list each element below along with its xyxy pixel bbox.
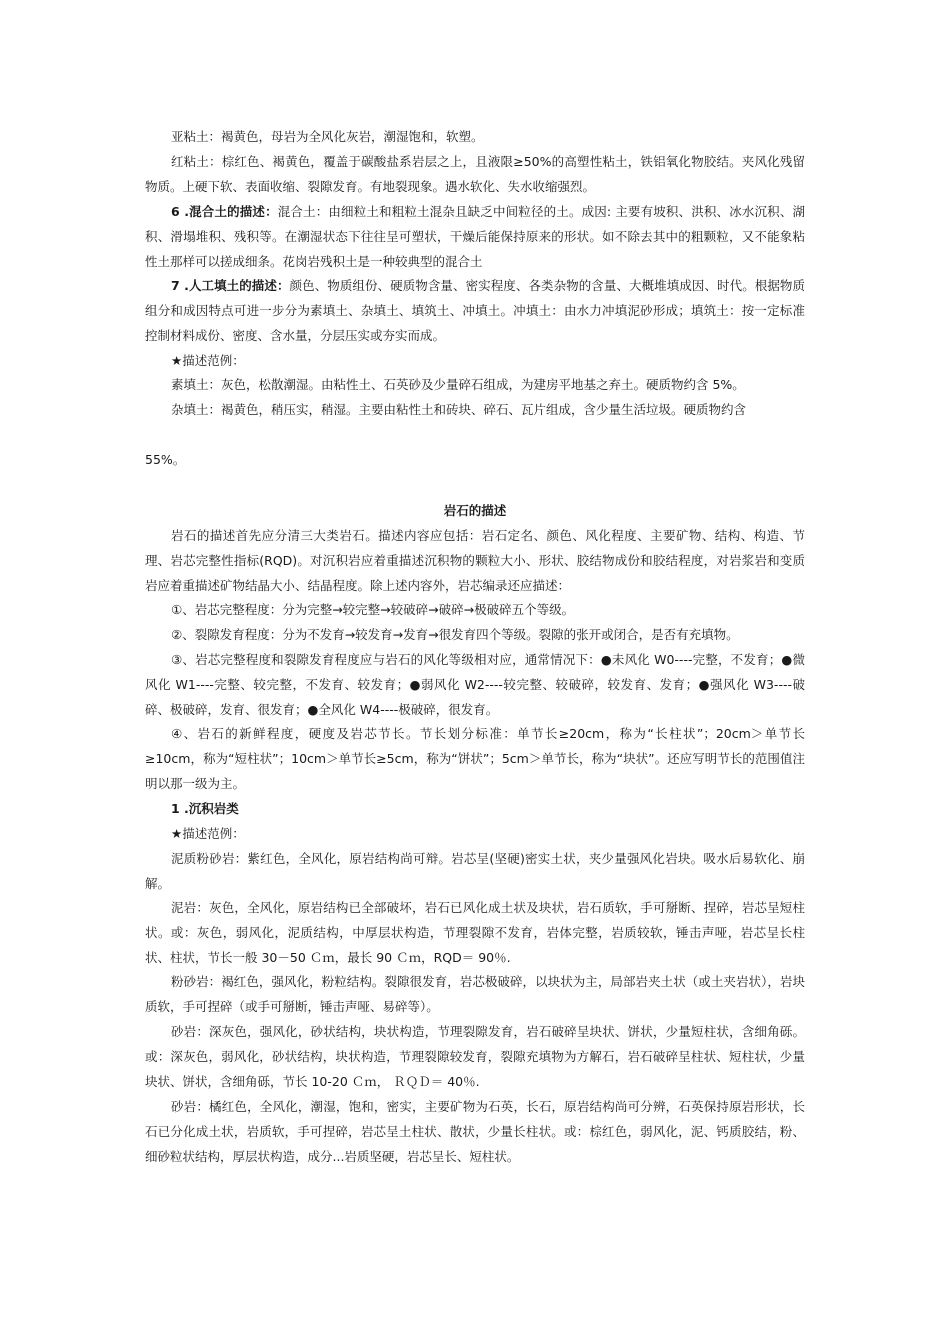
paragraph-core-integrity: ①、岩芯完整程度：分为完整→较完整→较破碎→破碎→极破碎五个等级。: [171, 602, 575, 617]
fill-soil-body: 颜色、物质组份、硬质物含量、密实程度、各类杂物的含量、大概堆填成因、时代。根据物质组分和成因特点可进一步分为素填土、杂填土、填筑土、冲填土。冲填土：由水力冲填泥砂形成；填筑土：按一定标准控制材料成份、密度、含水量，分层压实或夯实而成。: [145, 278, 805, 343]
paragraph-subclay: 亚粘土：褐黄色，母岩为全风化灰岩，潮湿饱和，软塑。: [171, 129, 484, 144]
paragraph-rock-intro: 岩石的描述首先应分清三大类岩石。描述内容应包括：岩石定名、颜色、风化程度、主要矿物、结构、构造、节理、岩芯完整性指标(RQD)。对沉积岩应着重描述沉积物的颗粒大小、形状、胶结物成份和胶结程度，对岩浆岩和变质岩应着重描述矿物结晶大小、结晶程度。除上述内容外，岩芯编录还应描述：: [145, 528, 805, 593]
paragraph-fill-soil: [145, 274, 805, 348]
section-title-rock: 岩石的描述: [443, 503, 507, 518]
section-heading-fill-soil: 7 .人工填土的描述：: [171, 278, 290, 293]
example-label: ★描述范例：: [171, 353, 245, 368]
paragraph-plain-fill: 素填土：灰色，松散潮湿。由粘性土、石英砂及少量碎石组成，为建房平地基之弃土。硬质物约含 5%。: [171, 377, 745, 392]
paragraph-sandstone-2: 砂岩：橘红色，全风化，潮湿，饱和，密实，主要矿物为石英，长石，原岩结构尚可分辨，石英保持原岩形状，长石已分化成土状，岩质软，手可捏碎，岩芯呈土柱状、散状，少量长柱状。或：棕红色，弱风化，泥、钙质胶结，粉、细砂粒状结构，厚层状构造，成分...岩质坚硬，岩芯呈长、短柱状。: [145, 1099, 805, 1164]
paragraph-sandstone-1: 砂岩：深灰色，强风化，砂状结构，块状构造，节理裂隙发育，岩石破碎呈块状、饼状，少量短柱状，含细角砾。或：深灰色，弱风化，砂状结构，块状构造，节理裂隙较发育，裂隙充填物为方解石，岩石破碎呈柱状、短柱状，少量块状、饼状，含细角砾，节长 10-20 Ｃｍ， ＲＱＤ＝ 40％.: [145, 1024, 805, 1089]
paragraph-siltstone: 粉砂岩：褐红色，强风化，粉粒结构。裂隙很发育，岩芯极破碎，以块状为主，局部岩夹土状（或土夹岩状），岩块质软，手可捏碎（或手可掰断，锤击声哑、易碎等）。: [145, 974, 805, 1014]
paragraph-mudstone: 泥岩：灰色，全风化，原岩结构已全部破坏，岩石已风化成土状及块状，岩石质软，手可掰断、捏碎，岩芯呈短柱状。或：灰色，弱风化，泥质结构，中厚层状构造，节理裂隙不发育，岩体完整，岩质较软，锤击声哑，岩芯呈长柱状、柱状，节长一般 30－50 Ｃｍ，最长 90 Ｃｍ，RQD＝ 90％.: [145, 900, 805, 965]
example-label-rock: ★描述范例：: [171, 826, 245, 841]
paragraph-misc-fill: 杂填土：褐黄色，稍压实，稍湿。主要由粘性土和砖块、碎石、瓦片组成，含少量生活垃圾。硬质物约含: [171, 402, 747, 417]
paragraph-muddy-siltstone: 泥质粉砂岩：紫红色，全风化，原岩结构尚可辩。岩芯呈(坚硬)密实土状，夹少量强风化岩块。吸水后易软化、崩解。: [145, 851, 805, 891]
section-heading-mixed-soil: 6 .混合土的描述：: [171, 204, 278, 219]
paragraph-red-clay: 红粘土：棕红色、褐黄色，覆盖于碳酸盐系岩层之上，且液限≥50%的高塑性粘土，铁铝氧化物胶结。夹风化残留物质。上硬下软、表面收缩、裂隙发育。有地裂现象。遇水软化、失水收缩强烈。: [145, 154, 805, 194]
paragraph-fracture-development: ②、裂隙发育程度：分为不发育→较发育→发育→很发育四个等级。裂隙的张开或闭合，是否有充填物。: [171, 627, 739, 642]
paragraph-mixed-soil: [145, 200, 805, 274]
section-heading-sedimentary: 1 .沉积岩类: [171, 801, 239, 816]
paragraph-weathering-grades: ③、岩芯完整程度和裂隙发育程度应与岩石的风化等级相对应，通常情况下：●未风化 W0----完整，不发育；●微风化 W1----完整、较完整，不发育、较发育；●弱风化 W2----较完整、较破碎，较发育、发育；●强风化 W3----破碎、极破碎，发育、很发育；●全风化 W4----极破碎，很发育。: [145, 652, 805, 717]
mixed-soil-body: 混合土：由细粒土和粗粒土混杂且缺乏中间粒径的土。成因: 主要有坡积、洪积、冰水沉积、湖积、滑塌堆积、残积等。在潮湿状态下往往呈可塑状，干燥后能保持原来的形状。如不除去其中的粗颗粒，又不能象粘性土那样可以搓成细条。花岗岩残积土是一种较典型的混合土: [145, 204, 805, 269]
paragraph-misc-fill-continued: 55%。: [145, 452, 186, 467]
paragraph-core-length: ④、岩石的新鲜程度，硬度及岩芯节长。节长划分标准：单节长≥20cm，称为“长柱状”；20cm＞单节长≥10cm，称为“短柱状”；10cm＞单节长≥5cm，称为“饼状”；5cm＞单节长，称为“块状”。还应写明节长的范围值注明以那一级为主。: [145, 726, 805, 791]
